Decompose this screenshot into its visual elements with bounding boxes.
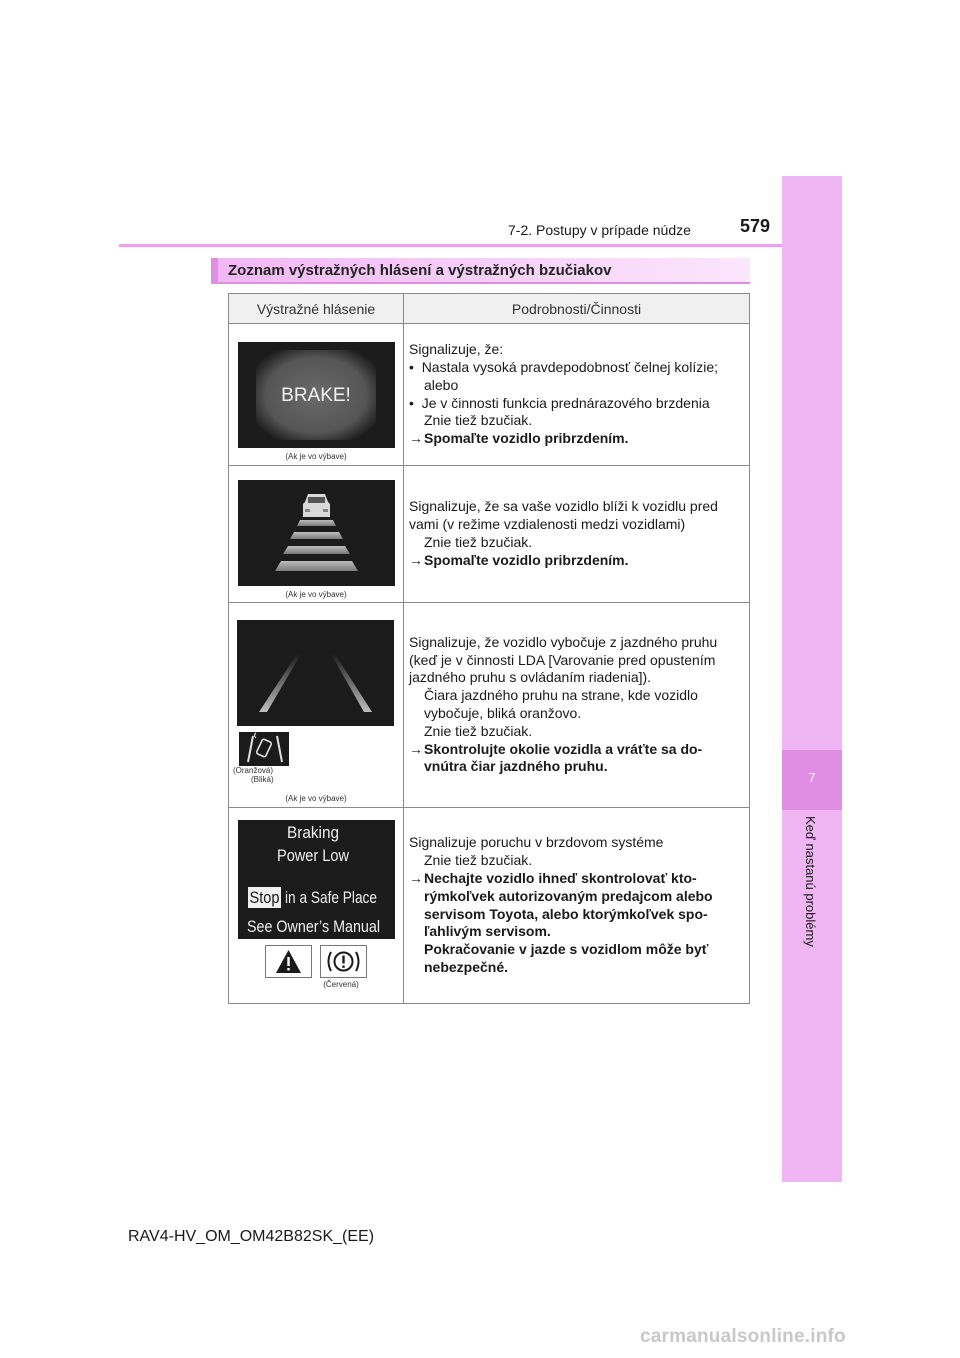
display-line-braking: Braking (286, 823, 339, 842)
buzzer-note: Znie tiež bzučiak. (424, 534, 533, 550)
availability-note: (Ak je vo výbave) (285, 793, 347, 803)
action-line: → Skontrolujte okolie vozidla a vráťte sa do-vnútra čiar jazdného pruhu. (409, 740, 703, 775)
arrow-icon: → (409, 430, 423, 447)
arrow-icon: → (409, 551, 423, 568)
display-line-manual: See Owner’s Manual (246, 917, 380, 936)
arrow-icon: → (409, 740, 423, 757)
lane-departure-icon (239, 732, 289, 766)
warning-image-cell (229, 603, 404, 808)
display-line-safe-place: in a Safe Place (284, 888, 377, 907)
table-row (229, 466, 750, 603)
buzzer-note: Znie tiež bzučiak. (424, 412, 533, 429)
distance-warning-display (238, 480, 395, 586)
warning-table (228, 293, 750, 1004)
details-intro: Signalizuje, že: (409, 341, 504, 358)
warning-details-cell (404, 603, 750, 808)
brake-system-warning-icon (320, 945, 367, 978)
master-warning-icon (265, 945, 312, 978)
details-text: Signalizuje, že sa vaše vozidlo blíži k vozidlu pred vami (v režime vzdialenosti medzi vozidlami) (409, 498, 718, 533)
header-rule (119, 244, 782, 247)
braking-power-low-display (238, 820, 395, 939)
warning-image-cell (229, 466, 404, 603)
details-bullet: • Je v činnosti funkcia prednárazového brzdenia (409, 394, 710, 411)
chapter-title: Keď nastanú problémy (803, 816, 818, 947)
action-line: → Spomaľte vozidlo pribrzdením. (409, 430, 629, 447)
availability-note: (Ak je vo výbave) (285, 452, 347, 461)
buzzer-note: Znie tiež bzučiak. (424, 722, 533, 739)
details-text: Signalizuje, že vozidlo vybočuje z jazdného pruhu (keď je v činnosti LDA [Varovanie pred opustením jazdného pruhu s ovládaním riadenia]). (409, 633, 718, 686)
document-code: RAV4-HV_OM_OM42B82SK_(EE) (128, 1228, 375, 1245)
header-details: Podrobnosti/Činnosti (404, 294, 750, 324)
warning-details-cell (404, 466, 750, 603)
icon-blink-note: (Bliká) (251, 774, 274, 784)
table-row (229, 603, 750, 808)
chapter-number: 7 (808, 770, 816, 785)
page-number: 579 (740, 216, 771, 236)
warning-details-cell (404, 324, 750, 466)
watermark: carmanualsonline.info (640, 1326, 846, 1347)
availability-note: (Ak je vo výbave) (285, 590, 347, 599)
table-header-row (229, 294, 750, 324)
chapter-side-tab (782, 176, 842, 1182)
danger-warning: Pokračovanie v jazde s vozidlom môže byť nebezpečné. (424, 941, 709, 975)
details-bullet: • Nastala vysoká pravdepodobnosť čelnej kolízie; alebo (409, 358, 718, 393)
buzzer-note: Znie tiež bzučiak. (424, 852, 533, 869)
section-heading: 7-2. Postupy v prípade núdze (508, 222, 691, 238)
display-line-power-low: Power Low (276, 846, 350, 865)
header-warning: Výstražné hlásenie (229, 294, 404, 324)
warning-image-cell (229, 324, 404, 466)
details-detail: Čiara jazdného pruhu na strane, kde vozidlo vybočuje, bliká oranžovo. (424, 687, 698, 721)
details-text: Signalizuje poruchu v brzdovom systéme (409, 834, 664, 851)
display-line-stop: Stop (249, 888, 279, 907)
action-line: → Spomaľte vozidlo pribrzdením. (409, 551, 629, 568)
arrow-icon: → (409, 869, 423, 886)
table-row (229, 808, 750, 1004)
warning-image-cell (229, 808, 404, 1004)
warning-details-cell (404, 808, 750, 1004)
brake-display-text: BRAKE! (280, 385, 351, 406)
action-line: → Nechajte vozidlo ihneď skontrolovať kto-rýmkoľvek autorizovaným predajcom alebo servisom Toyota, alebo ktorýmkoľvek spo-ľahlivým servisom. (409, 869, 713, 940)
section-title-bar (211, 258, 750, 284)
lane-departure-display (237, 620, 394, 726)
icon-color-note: (Oranžová) (233, 765, 274, 775)
table-row (229, 324, 750, 466)
icon-color-note: (Červená) (323, 980, 359, 989)
brake-display (238, 342, 395, 448)
section-title: Zoznam výstražných hlásení a výstražných bzučiakov (228, 262, 612, 279)
